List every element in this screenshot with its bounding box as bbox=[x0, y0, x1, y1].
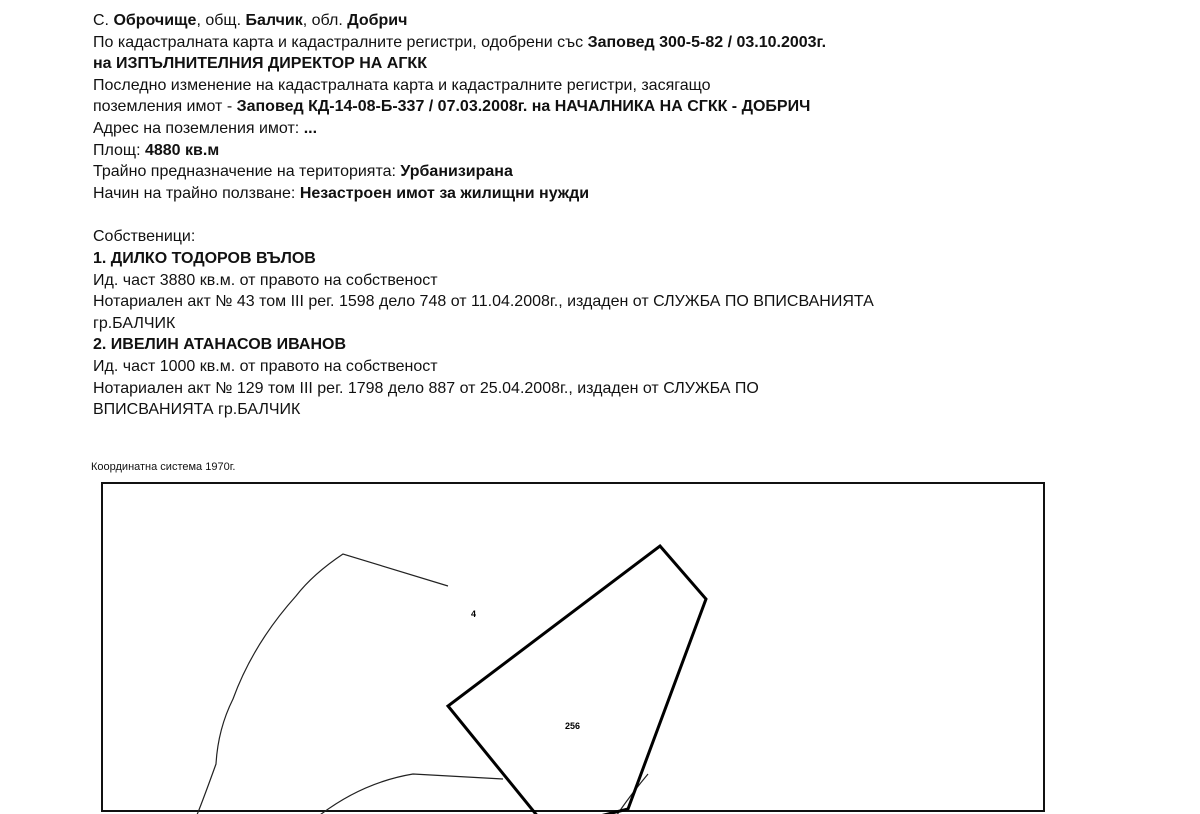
owner-share: Ид. част 3880 кв.м. от правото на собственост bbox=[93, 271, 438, 289]
subject-parcel-label: 256 bbox=[565, 721, 581, 731]
address-line: Адрес на поземления имот: ... bbox=[93, 119, 318, 137]
region-name: Добрич bbox=[347, 12, 408, 29]
owner-entry bbox=[93, 248, 1173, 334]
owners-title: Собственици: bbox=[93, 228, 196, 246]
approval-authority: на ИЗПЪЛНИТЕЛНИЯ ДИРЕКТОР НА АГКК bbox=[93, 55, 427, 73]
neighbor-parcel-lower-edge bbox=[303, 774, 503, 814]
cadastral-map bbox=[101, 482, 1045, 812]
area-value: 4880 кв.м bbox=[144, 141, 220, 159]
owner-deed-cont: ВПИСВАНИЯТА гр.БАЛЧИК bbox=[93, 401, 301, 419]
usage-line: Начин на трайно ползване: Незастроен имот за жилищни нужди bbox=[93, 184, 590, 202]
approval-order: Заповед 300-5-82 / 03.10.2003г. bbox=[587, 33, 827, 51]
purpose-value: Урбанизирана bbox=[400, 163, 513, 181]
document-body bbox=[93, 10, 1173, 421]
owner-share: Ид. част 1000 кв.м. от правото на собственост bbox=[93, 357, 438, 375]
owner-deed-cont: гр.БАЛЧИК bbox=[93, 314, 176, 332]
municipality-name: Балчик bbox=[245, 12, 303, 29]
change-line-2: поземления имот - Заповед КД-14-08-Б-337 / 07.03.2008г. на НАЧАЛНИКА НА СГКК - ДОБРИЧ bbox=[93, 98, 811, 116]
change-line-1: Последно изменение на кадастралната карта и кадастралните регистри, засягащо bbox=[93, 76, 711, 94]
cadastral-sketch bbox=[103, 484, 1047, 814]
change-order: Заповед КД-14-08-Б-337 / 07.03.2008г. на НАЧАЛНИКА НА СГКК - ДОБРИЧ bbox=[236, 98, 811, 116]
area-line: Площ: 4880 кв.м bbox=[93, 141, 220, 159]
settlement-name: Оброчище bbox=[113, 12, 197, 29]
owner-name: 1. ДИЛКО ТОДОРОВ ВЪЛОВ bbox=[93, 249, 316, 267]
owner-deed: Нотариален акт № 129 том III рег. 1798 дело 887 от 25.04.2008г., издаден от СЛУЖБА ПО bbox=[93, 379, 759, 397]
owner-deed: Нотариален акт № 43 том III рег. 1598 дело 748 от 11.04.2008г., издаден от СЛУЖБА ПО ВПИСВАНИЯТА bbox=[93, 293, 874, 311]
location-line: С. Оброчище, общ. Балчик, обл. Добрич bbox=[93, 12, 408, 29]
subject-parcel-outline bbox=[448, 546, 706, 814]
address-value: ... bbox=[303, 119, 318, 137]
approval-line: По кадастралната карта и кадастралните регистри, одобрени със Заповед 300-5-82 / 03.10.2003г. bbox=[93, 33, 827, 51]
coordinate-system-caption: Координатна система 1970г. bbox=[91, 461, 236, 473]
owner-name: 2. ИВЕЛИН АТАНАСОВ ИВАНОВ bbox=[93, 336, 347, 354]
purpose-line: Трайно предназначение на територията: Урбанизирана bbox=[93, 163, 513, 181]
usage-value: Незастроен имот за жилищни нужди bbox=[299, 184, 590, 202]
owner-entry bbox=[93, 334, 1173, 420]
neighbor-parcel-label: 4 bbox=[471, 609, 477, 619]
